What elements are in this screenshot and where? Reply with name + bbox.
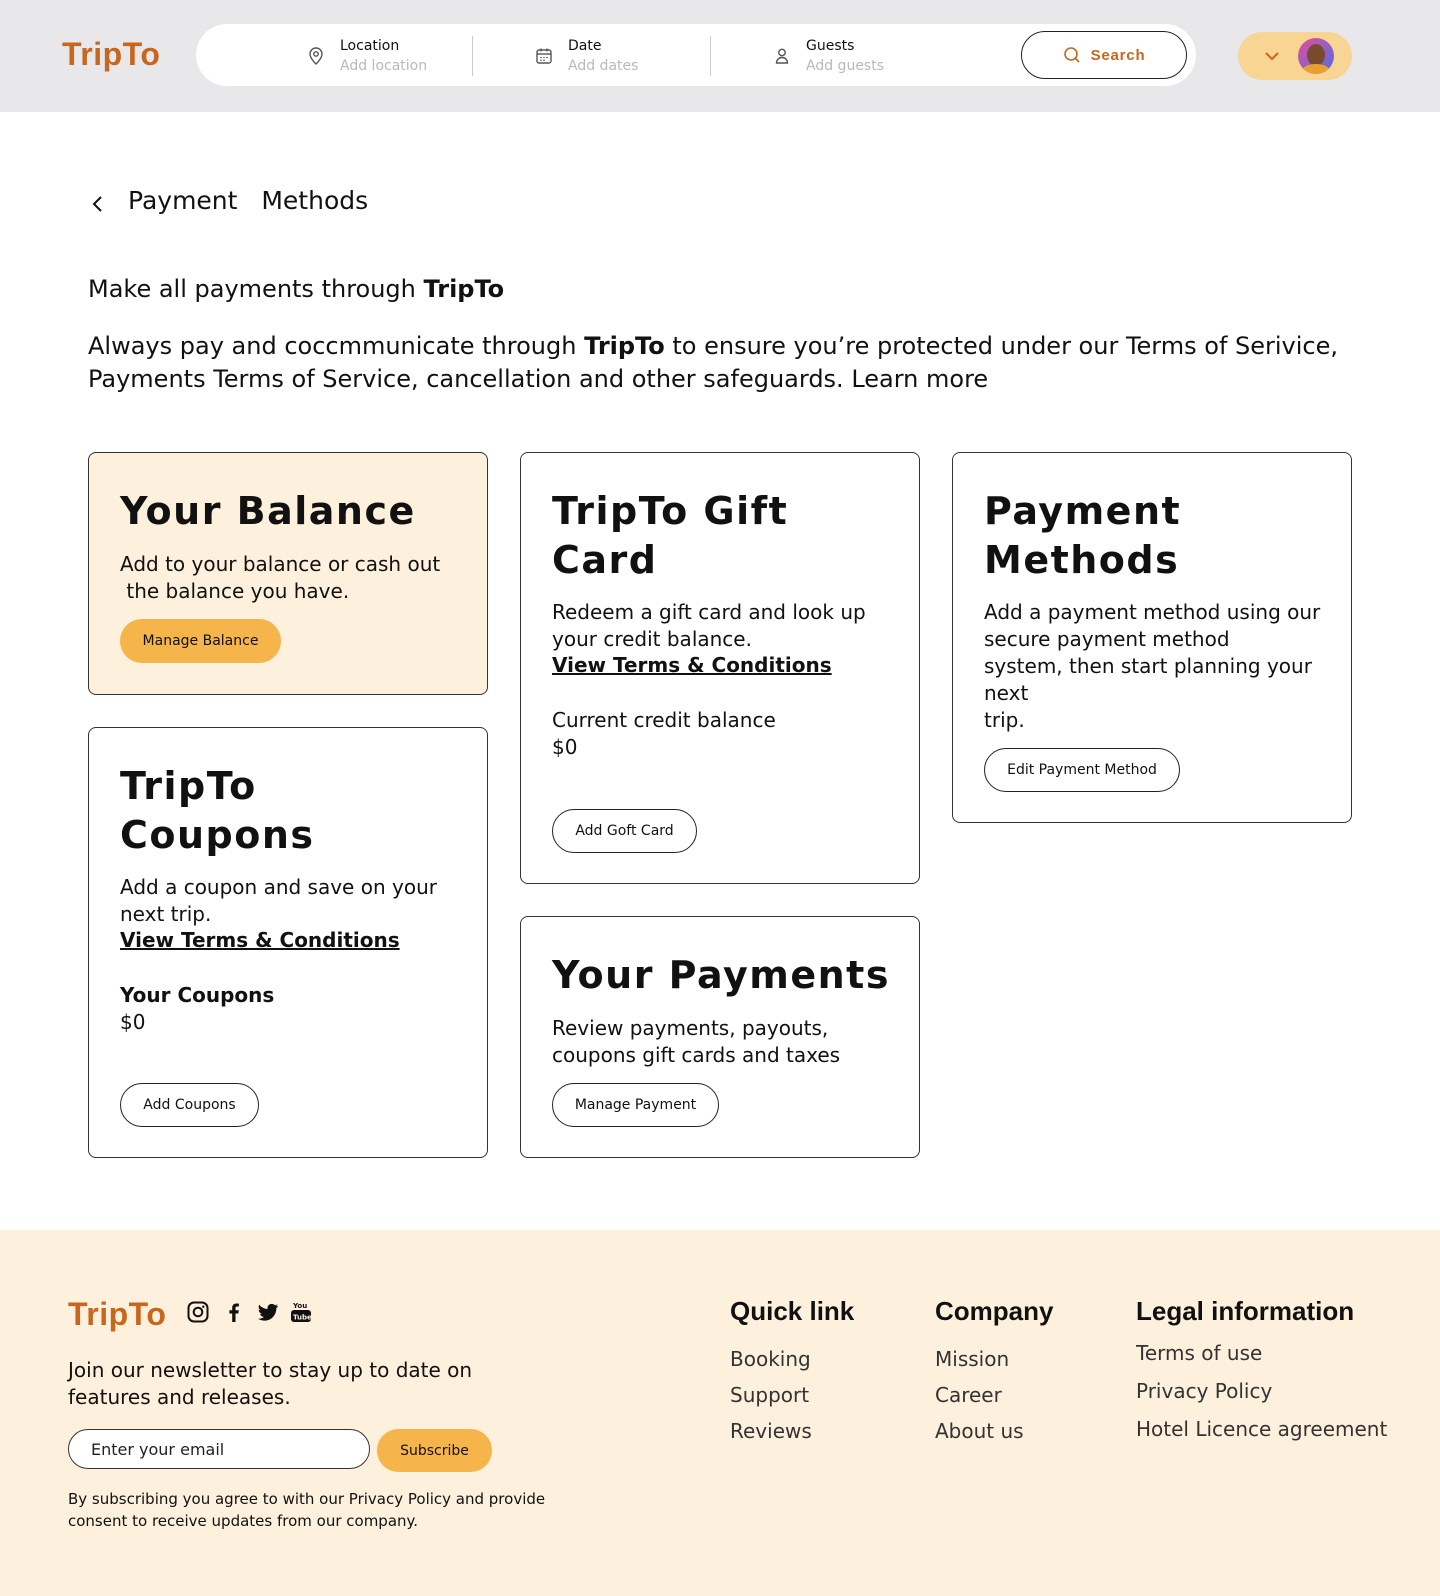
- coupons-label: Your Coupons: [120, 983, 275, 1007]
- newsletter-text: Join our newsletter to stay up to date on features and releases.: [68, 1358, 473, 1409]
- card-text: Add to your balance or cash out the balance you have.: [120, 552, 441, 603]
- card-text: Redeem a gift card and look up your credit balance.: [552, 600, 866, 651]
- user-menu[interactable]: [1238, 32, 1352, 80]
- footer: [0, 1230, 1440, 1596]
- credit-balance-value: $0: [552, 735, 578, 759]
- guests-field[interactable]: [772, 38, 922, 74]
- terms-link[interactable]: View Terms & Conditions: [120, 928, 400, 952]
- user-icon: [772, 46, 792, 66]
- footer-link-mission[interactable]: Mission: [935, 1347, 1010, 1371]
- instagram-icon[interactable]: [186, 1300, 210, 1324]
- top-header: [0, 0, 1440, 112]
- footer-link-career[interactable]: Career: [935, 1383, 1002, 1407]
- search-divider: [710, 36, 711, 76]
- chevron-down-icon: [1262, 46, 1282, 66]
- footer-link-terms-of-use[interactable]: Terms of use: [1136, 1341, 1263, 1365]
- terms-link[interactable]: View Terms & Conditions: [552, 653, 832, 677]
- footer-column-quick-link: [730, 1296, 854, 1443]
- map-pin-icon: [306, 46, 326, 66]
- location-label: Location: [340, 38, 400, 54]
- gift-card-card: [520, 452, 920, 884]
- footer-link-hotel-licence[interactable]: Hotel Licence agreement: [1136, 1417, 1388, 1441]
- date-label: Date: [568, 38, 602, 54]
- coupons-value: $0: [120, 1010, 146, 1034]
- footer-link-privacy-policy[interactable]: Privacy Policy: [1136, 1379, 1273, 1403]
- add-gift-card-button[interactable]: Add Goft Card: [552, 809, 697, 853]
- footer-column-title: Quick link: [730, 1296, 855, 1326]
- calendar-icon: [534, 46, 554, 66]
- location-placeholder: Add location: [340, 58, 428, 74]
- footer-link-about-us[interactable]: About us: [935, 1419, 1024, 1443]
- credit-balance-label: Current credit balance: [552, 708, 776, 732]
- footer-link-reviews[interactable]: Reviews: [730, 1419, 812, 1443]
- add-coupons-button[interactable]: Add Coupons: [120, 1083, 259, 1127]
- search-button[interactable]: [1021, 31, 1187, 79]
- avatar[interactable]: [1298, 38, 1334, 74]
- search-button-label: Search: [1090, 46, 1146, 64]
- card-title: Your Payments: [552, 953, 890, 997]
- search-bar: [196, 24, 1196, 86]
- card-title: Your Balance: [120, 489, 416, 533]
- your-payments-card: [520, 916, 920, 1158]
- coupons-card: [88, 727, 488, 1158]
- footer-column-legal: [1136, 1296, 1387, 1441]
- brand-logo[interactable]: TripTo: [62, 36, 161, 72]
- date-field[interactable]: [534, 38, 684, 74]
- back-arrow-icon[interactable]: [88, 192, 108, 216]
- page-title: Payment Methods: [128, 186, 369, 215]
- twitter-icon[interactable]: [256, 1300, 280, 1324]
- footer-column-company: [935, 1296, 1053, 1443]
- card-text: Review payments, payouts, coupons gift cards and taxes: [552, 1016, 841, 1067]
- payment-methods-card: [952, 452, 1352, 823]
- date-placeholder: Add dates: [568, 58, 639, 74]
- card-title: TripTo Coupons: [120, 764, 315, 857]
- svg-text:You: You: [293, 1302, 308, 1310]
- manage-balance-button[interactable]: Manage Balance: [120, 619, 281, 663]
- footer-column-title: Company: [935, 1296, 1054, 1326]
- edit-payment-method-button[interactable]: Edit Payment Method: [984, 748, 1180, 792]
- youtube-icon[interactable]: [290, 1300, 312, 1324]
- card-text: Add a coupon and save on your next trip.: [120, 875, 437, 926]
- subscribe-button[interactable]: Subscribe: [377, 1429, 492, 1472]
- intro-text: Always pay and coccmmunicate through TripTo to ensure you’re protected under our Terms of Serivice, Payments Terms of Service, cancellation and other safeguards. Learn more: [88, 332, 1346, 393]
- card-title: TripTo Gift Card: [552, 489, 789, 582]
- svg-text:Tube: Tube: [293, 1313, 312, 1322]
- balance-card: [88, 452, 488, 695]
- facebook-icon[interactable]: [222, 1300, 246, 1324]
- location-field[interactable]: [306, 38, 456, 74]
- footer-logo[interactable]: TripTo: [68, 1296, 167, 1332]
- search-divider: [472, 36, 473, 76]
- manage-payment-button[interactable]: Manage Payment: [552, 1083, 719, 1127]
- email-input[interactable]: [68, 1429, 370, 1469]
- search-icon: [1063, 46, 1081, 64]
- footer-column-title: Legal information: [1136, 1296, 1355, 1326]
- guests-placeholder: Add guests: [806, 58, 885, 74]
- footer-link-booking[interactable]: Booking: [730, 1347, 811, 1371]
- consent-text: By subscribing you agree to with our Privacy Policy and provide consent to receive updates from our company.: [68, 1490, 546, 1530]
- card-text: Add a payment method using our secure payment method system, then start planning your next trip.: [984, 600, 1321, 732]
- guests-label: Guests: [806, 38, 855, 54]
- footer-link-support[interactable]: Support: [730, 1383, 810, 1407]
- intro-heading: Make all payments through TripTo: [88, 275, 505, 303]
- card-title: Payment Methods: [984, 489, 1182, 582]
